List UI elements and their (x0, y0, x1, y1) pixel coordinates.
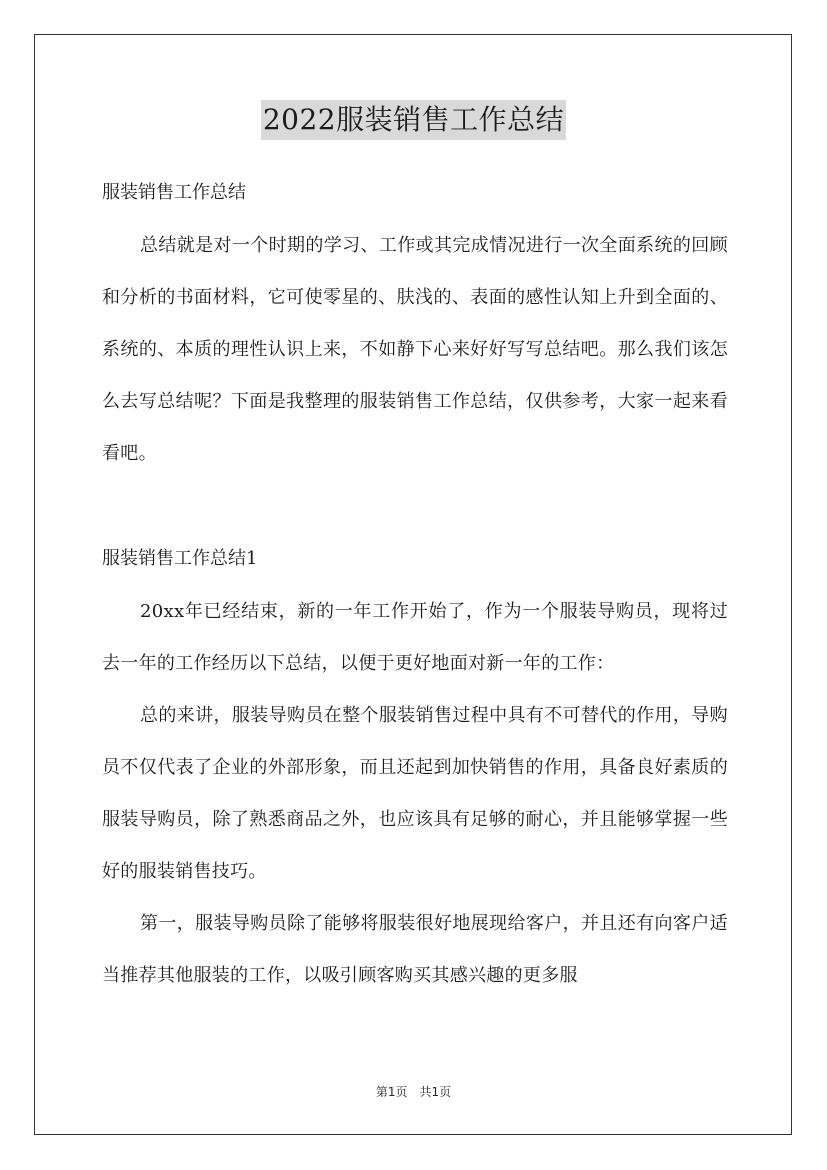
title-container (0, 100, 827, 140)
intro-heading: 服装销售工作总结 (102, 182, 246, 203)
section1-paragraph-2: 总的来讲，服装导购员在整个服装销售过程中具有不可替代的作用，导购员不仅代表了企业的外部形象，而且还起到加快销售的作用，具备良好素质的服装导购员，除了熟悉商品之外，也应该具有足够的耐心，并且能够掌握一些好的服装销售技巧。 (102, 705, 728, 882)
section1-paragraph-1: 20xx年已经结束，新的一年工作开始了，作为一个服装导购员，现将过去一年的工作经历以下总结，以便于更好地面对新一年的工作： (102, 601, 728, 674)
intro-paragraph: 总结就是对一个时期的学习、工作或其完成情况进行一次全面系统的回顾和分析的书面材料，它可使零星的、肤浅的、表面的感性认知上升到全面的、系统的、本质的理性认识上来，不如静下心来好好写写总结吧。那么我们该怎么去写总结呢？下面是我整理的服装销售工作总结，仅供参考，大家一起来看看吧。 (102, 235, 728, 464)
section1-paragraph-3: 第一，服装导购员除了能够将服装很好地展现给客户，并且还有向客户适当推荐其他服装的工作，以吸引顾客购买其感兴趣的更多服 (102, 913, 728, 986)
document-title: 2022服装销售工作总结 (261, 100, 566, 140)
section1-heading: 服装销售工作总结1 (102, 548, 258, 569)
document-body (102, 172, 728, 1002)
section-spacer (102, 480, 728, 532)
page-footer: 第1页 共1页 (375, 1085, 452, 1099)
